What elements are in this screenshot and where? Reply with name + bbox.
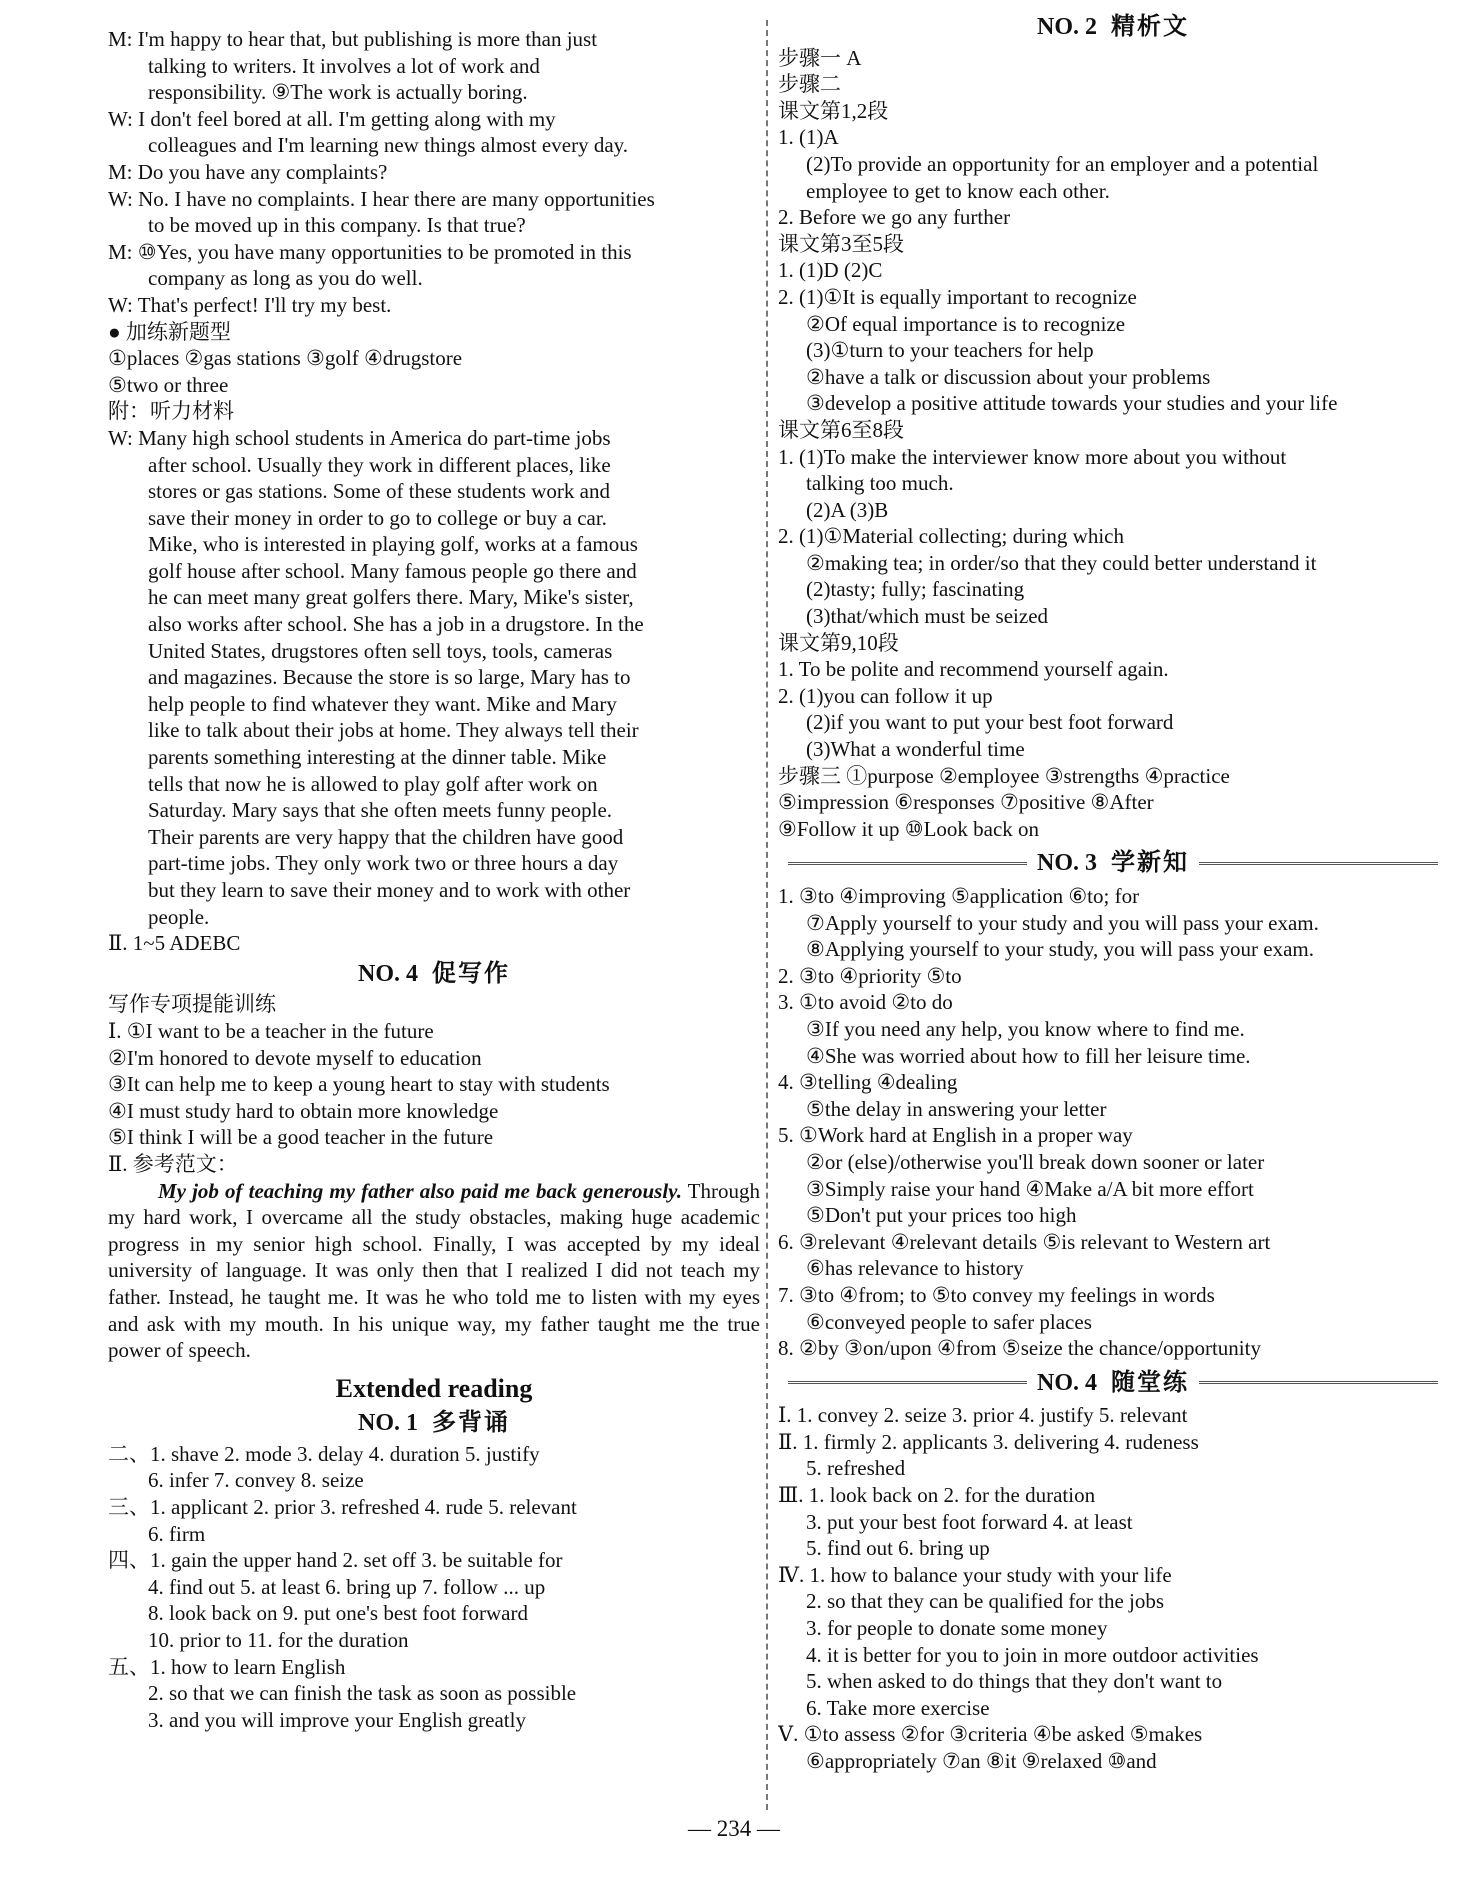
answer-line: (3)①turn to your teachers for help bbox=[806, 338, 1094, 363]
answer-line: ④She was worried about how to fill her leisure time. bbox=[806, 1043, 1251, 1068]
answer-line: 4. find out 5. at least 6. bring up 7. follow ... up bbox=[148, 1574, 546, 1599]
answer-line: 步骤二 bbox=[778, 72, 841, 97]
answer-line: ③Simply raise your hand ④Make a/A bit more effort bbox=[806, 1176, 1254, 1201]
answer-line: company as long as you do well. bbox=[148, 266, 423, 291]
answer-line: M: I'm happy to hear that, but publishing is more than just bbox=[108, 27, 598, 51]
answer-line: 五、1. how to learn English bbox=[108, 1654, 346, 1679]
answer-line: talking to writers. It involves a lot of work and bbox=[148, 53, 540, 78]
answer-line: 课文第9,10段 bbox=[778, 630, 899, 655]
listening-transcript bbox=[108, 26, 760, 957]
answer-line: ⑤impression ⑥responses ⑦positive ⑧After bbox=[778, 790, 1154, 815]
answer-line: (3)What a wonderful time bbox=[806, 737, 1025, 762]
answer-line: 2. Before we go any further bbox=[778, 205, 1011, 230]
answer-line: 步骤三 ①purpose ②employee ③strengths ④practice bbox=[778, 763, 1230, 788]
answer-line: ③develop a positive attitude towards your studies and your life bbox=[806, 391, 1338, 416]
right-column bbox=[778, 14, 1448, 1775]
answer-line: 7. ③to ④from; to ⑤to convey my feelings in words bbox=[778, 1282, 1215, 1307]
answer-line: 1. To be polite and recommend yourself again. bbox=[778, 657, 1169, 682]
answer-line: stores or gas stations. Some of these students work and bbox=[148, 479, 610, 504]
answer-line: Their parents are very happy that the children have good bbox=[148, 824, 624, 849]
answer-line: employee to get to know each other. bbox=[806, 178, 1110, 203]
writing-answers bbox=[108, 991, 760, 1177]
answer-line: Ⅱ. 1~5 ADEBC bbox=[108, 931, 241, 956]
section-header-no4-writing: NO. 4 促写作 bbox=[358, 960, 510, 987]
answer-line: ②have a talk or discussion about your problems bbox=[806, 364, 1211, 389]
vocab-answers bbox=[108, 1441, 760, 1734]
answer-line: after school. Usually they work in different places, like bbox=[148, 452, 611, 477]
answer-line: 8. ②by ③on/upon ④from ⑤seize the chance/opportunity bbox=[778, 1336, 1261, 1361]
answer-line: W: No. I have no complaints. I hear there are many opportunities bbox=[108, 186, 655, 211]
answer-line: Ⅱ. 1. firmly 2. applicants 3. delivering 4. rudeness bbox=[778, 1429, 1199, 1454]
answer-line: 5. refreshed bbox=[806, 1456, 906, 1481]
extended-reading-title: Extended reading bbox=[335, 1373, 533, 1403]
answer-line: ②making tea; in order/so that they could better understand it bbox=[806, 550, 1317, 575]
answer-line: Ⅳ. 1. how to balance your study with your life bbox=[778, 1562, 1172, 1587]
answer-line: M: ⑩Yes, you have many opportunities to be promoted in this bbox=[108, 239, 632, 264]
answer-line: 1. (1)D (2)C bbox=[778, 258, 883, 283]
answer-line: ⑤I think I will be a good teacher in the future bbox=[108, 1125, 494, 1150]
answer-line: ⑨Follow it up ⑩Look back on bbox=[778, 816, 1040, 841]
answer-line: 课文第1,2段 bbox=[778, 98, 889, 123]
answer-line: he can meet many great golfers there. Mary, Mike's sister, bbox=[148, 585, 634, 610]
answer-line: ②Of equal importance is to recognize bbox=[806, 311, 1126, 336]
answer-line: 二、1. shave 2. mode 3. delay 4. duration 5. justify bbox=[108, 1441, 540, 1466]
answer-line: ④I must study hard to obtain more knowledge bbox=[108, 1098, 499, 1123]
answer-line: help people to find whatever they want. Mike and Mary bbox=[148, 691, 617, 716]
answer-line: Ⅱ. 参考范文： bbox=[108, 1151, 238, 1176]
answer-line: Ⅰ. 1. convey 2. seize 3. prior 4. justify 5. relevant bbox=[778, 1403, 1188, 1428]
answer-line: 课文第3至5段 bbox=[778, 231, 904, 256]
answer-line: (2)if you want to put your best foot forward bbox=[806, 710, 1174, 735]
answer-line: Mike, who is interested in playing golf, works at a famous bbox=[148, 532, 638, 557]
answer-line: 4. it is better for you to join in more outdoor activities bbox=[806, 1642, 1259, 1667]
model-essay bbox=[108, 1178, 760, 1364]
answer-line: like to talk about their jobs at home. They always tell their bbox=[148, 718, 639, 743]
answer-line: ⑥conveyed people to safer places bbox=[806, 1309, 1092, 1334]
answer-line: 5. ①Work hard at English in a proper way bbox=[778, 1123, 1133, 1148]
answer-line: responsibility. ⑨The work is actually boring. bbox=[148, 80, 528, 105]
section-header-no1: NO. 1 多背诵 bbox=[358, 1410, 510, 1437]
answer-line: W: That's perfect! I'll try my best. bbox=[108, 292, 392, 317]
answer-line: Ⅲ. 1. look back on 2. for the duration bbox=[778, 1483, 1096, 1508]
answer-line: golf house after school. Many famous people go there and bbox=[148, 558, 637, 583]
answer-line: (3)that/which must be seized bbox=[806, 604, 1049, 629]
answer-line: 1. (1)To make the interviewer know more about you without bbox=[778, 444, 1287, 469]
answer-line: 2. so that we can finish the task as soon as possible bbox=[148, 1681, 577, 1706]
answer-line: Ⅰ. ①I want to be a teacher in the future bbox=[108, 1018, 434, 1043]
answer-line: tells that now he is allowed to play golf after work on bbox=[148, 771, 598, 796]
answer-line: 6. ③relevant ④relevant details ⑤is relevant to Western art bbox=[778, 1229, 1271, 1254]
answer-line: 6. Take more exercise bbox=[806, 1695, 990, 1720]
answer-line: people. bbox=[148, 904, 210, 929]
answer-line: to be moved up in this company. Is that true? bbox=[148, 213, 526, 238]
answer-line: 5. find out 6. bring up bbox=[806, 1536, 990, 1561]
essay-body: Through my hard work, I overcame all the study obstacles, making huge academic progress in my senior high school. Finally, I was accepted by my ideal university of language. It was only then that I realized I did not teach my father. Instead, he taught me. It was he who told me to listen with my eyes and ask with my mouth. In his unique way, my father taught me the true power of speech. bbox=[108, 1178, 760, 1363]
answer-line: 10. prior to 11. for the duration bbox=[148, 1628, 409, 1653]
answer-line: ③It can help me to keep a young heart to stay with students bbox=[108, 1072, 610, 1097]
answer-line: ①places ②gas stations ③golf ④drugstore bbox=[108, 346, 463, 371]
answer-line: 2. (1)you can follow it up bbox=[778, 683, 993, 708]
answer-line: 1. (1)A bbox=[778, 125, 839, 150]
answer-line: 写作专项提能训练 bbox=[108, 992, 276, 1017]
answer-line: 课文第6至8段 bbox=[778, 417, 904, 442]
answer-line: 3. for people to donate some money bbox=[806, 1616, 1108, 1641]
answer-line: 8. look back on 9. put one's best foot forward bbox=[148, 1601, 528, 1626]
answer-line: 3. and you will improve your English greatly bbox=[148, 1707, 526, 1732]
answer-line: ③If you need any help, you know where to find me. bbox=[806, 1016, 1245, 1041]
essay-opening: My job of teaching my father also paid me back generously. bbox=[158, 1178, 682, 1203]
answer-line: ②or (else)/otherwise you'll break down sooner or later bbox=[806, 1149, 1265, 1174]
answer-line: and magazines. Because the store is so large, Mary has to bbox=[148, 665, 631, 690]
page-number: — 234 — bbox=[688, 1816, 780, 1841]
answer-line: Ⅴ. ①to assess ②for ③criteria ④be asked ⑤makes bbox=[778, 1722, 1203, 1747]
answer-line: 2. ③to ④priority ⑤to bbox=[778, 963, 962, 988]
answer-line: 2. (1)①Material collecting; during which bbox=[778, 524, 1124, 549]
answer-line: colleagues and I'm learning new things almost every day. bbox=[148, 133, 629, 158]
answer-line: save their money in order to go to college or buy a car. bbox=[148, 505, 607, 530]
section-header-no2: NO. 2 精析文 bbox=[1037, 14, 1189, 40]
answer-line: but they learn to save their money and to work with other bbox=[148, 878, 631, 902]
answer-line: 2. so that they can be qualified for the jobs bbox=[806, 1589, 1165, 1614]
answer-line: Saturday. Mary says that she often meets funny people. bbox=[148, 798, 613, 823]
answer-line: ⑥has relevance to history bbox=[806, 1256, 1024, 1281]
answer-line: 4. ③telling ④dealing bbox=[778, 1070, 958, 1095]
answer-line: also works after school. She has a job in a drugstore. In the bbox=[148, 612, 644, 637]
answer-line: ②I'm honored to devote myself to education bbox=[108, 1045, 482, 1070]
answer-line: 3. ①to avoid ②to do bbox=[778, 990, 953, 1015]
text-analysis-answers bbox=[778, 45, 1448, 843]
answer-line: parents something interesting at the dinner table. Mike bbox=[148, 745, 607, 770]
answer-line: ⑥appropriately ⑦an ⑧it ⑨relaxed ⑩and bbox=[806, 1749, 1157, 1773]
answer-line: part-time jobs. They only work two or three hours a day bbox=[148, 851, 619, 876]
answer-line: ⑤Don't put your prices too high bbox=[806, 1203, 1077, 1228]
answer-line: 5. when asked to do things that they don't want to bbox=[806, 1669, 1223, 1694]
answer-line: 附：听力材料 bbox=[108, 399, 234, 424]
classroom-practice-answers bbox=[778, 1402, 1448, 1774]
answer-line: 2. (1)①It is equally important to recognize bbox=[778, 284, 1137, 309]
answer-line: 6. infer 7. convey 8. seize bbox=[148, 1468, 364, 1493]
column-divider bbox=[766, 20, 768, 1810]
answer-line: 1. ③to ④improving ⑤application ⑥to; for bbox=[778, 884, 1140, 908]
answer-line: 3. put your best foot forward 4. at least bbox=[806, 1509, 1133, 1534]
answer-line: W: Many high school students in America do part-time jobs bbox=[108, 425, 611, 450]
answer-line: ⑤the delay in answering your letter bbox=[806, 1096, 1107, 1121]
answer-line: ⑦Apply yourself to your study and you will pass your exam. bbox=[806, 910, 1319, 935]
answer-line: 四、1. gain the upper hand 2. set off 3. be suitable for bbox=[108, 1548, 563, 1573]
left-column bbox=[108, 26, 760, 1733]
answer-line: (2)To provide an opportunity for an employer and a potential bbox=[806, 151, 1319, 176]
answer-line: ⑧Applying yourself to your study, you will pass your exam. bbox=[806, 937, 1314, 962]
answer-line: 三、1. applicant 2. prior 3. refreshed 4. rude 5. relevant bbox=[108, 1495, 577, 1520]
answer-line: (2)tasty; fully; fascinating bbox=[806, 577, 1025, 602]
answer-line: ⑤two or three bbox=[108, 372, 229, 397]
answer-line: 6. firm bbox=[148, 1521, 206, 1546]
answer-line: M: Do you have any complaints? bbox=[108, 159, 388, 184]
answer-line: talking too much. bbox=[806, 471, 954, 496]
new-knowledge-answers bbox=[778, 883, 1448, 1362]
answer-line: (2)A (3)B bbox=[806, 497, 889, 522]
section-header-no4-class: NO. 4 随堂练 bbox=[778, 1370, 1448, 1397]
answer-line: United States, drugstores often sell toys, tools, cameras bbox=[148, 638, 613, 663]
answer-line: 步骤一 A bbox=[778, 45, 862, 70]
answer-line: ● 加练新题型 bbox=[108, 319, 231, 344]
answer-line: W: I don't feel bored at all. I'm getting along with my bbox=[108, 106, 556, 131]
section-header-no3: NO. 3 学新知 bbox=[778, 850, 1448, 877]
